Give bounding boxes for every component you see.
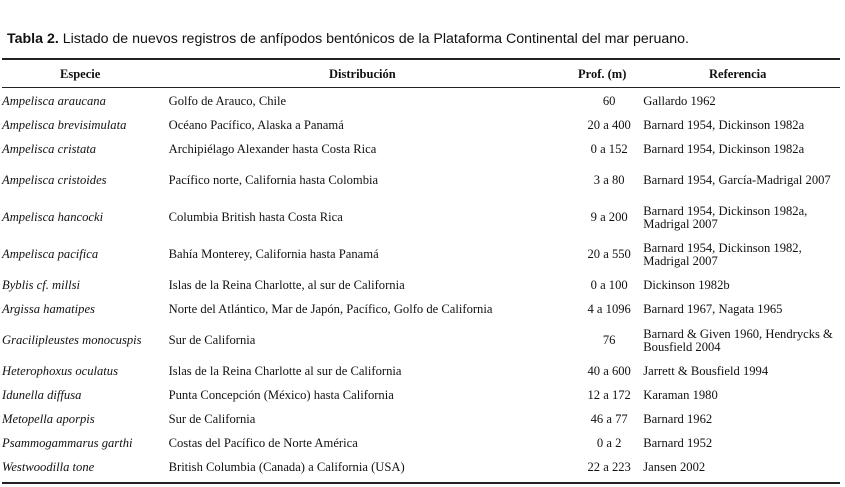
depth-cell: 0 a 100: [590, 278, 628, 293]
column-header-referencia: Referencia: [709, 67, 767, 81]
distribution-cell: Norte del Atlántico, Mar de Japón, Pacífico, Golfo de California: [168, 302, 493, 317]
depth-cell: 22 a 223: [587, 460, 631, 475]
table-header: [0, 59, 845, 87]
species-cell: Metopella aporpis: [2, 412, 95, 427]
species-cell: Ampelisca pacifica: [2, 247, 99, 262]
table-row: [2, 408, 840, 432]
species-cell: Idunella diffusa: [2, 388, 82, 403]
depth-cell: 60: [602, 94, 616, 109]
bottom-rule: [2, 482, 840, 484]
table-row: [2, 298, 840, 322]
column-header-distribucion: Distribución: [329, 67, 396, 81]
distribution-cell: Islas de la Reina Charlotte, al sur de California: [168, 278, 405, 293]
reference-cell: Barnard 1954, Dickinson 1982, Madrigal 2007: [643, 240, 802, 268]
species-cell: Ampelisca araucana: [2, 94, 106, 109]
species-cell: Ampelisca cristoides: [2, 173, 107, 188]
species-cell: Ampelisca cristata: [2, 142, 97, 157]
depth-cell: 46 a 77: [590, 412, 628, 427]
depth-cell: 40 a 600: [587, 364, 631, 379]
reference-cell: Barnard 1952: [643, 436, 713, 451]
table-row: [2, 236, 840, 274]
table-row: [2, 162, 840, 200]
reference-cell: Karaman 1980: [643, 388, 718, 403]
table-row: [2, 456, 840, 480]
table-row: [2, 138, 840, 162]
reference-cell: Barnard 1954, Dickinson 1982a: [643, 118, 805, 133]
distribution-cell: Archipiélago Alexander hasta Costa Rica: [168, 142, 377, 157]
distribution-cell: Costas del Pacífico de Norte América: [168, 436, 358, 451]
caption-text: Listado de nuevos registros de anfípodos bentónicos de la Plataforma Continental del mar peruano.: [58, 31, 689, 47]
reference-cell: Jansen 2002: [643, 460, 706, 475]
species-cell: Gracilipleustes monocuspis: [2, 333, 142, 348]
depth-cell: 0 a 2: [596, 436, 622, 451]
table-row: [2, 360, 840, 384]
table-row: [2, 322, 840, 360]
reference-cell: Barnard 1954, Dickinson 1982a: [643, 142, 805, 157]
species-cell: Argissa hamatipes: [2, 302, 95, 317]
column-header-prof: Prof. (m): [578, 67, 627, 81]
distribution-cell: Pacífico norte, California hasta Colombia: [168, 173, 379, 188]
table-row: [2, 90, 840, 114]
depth-cell: 12 a 172: [587, 388, 631, 403]
distribution-cell: British Columbia (Canada) a California (USA): [168, 460, 405, 475]
reference-cell: Gallardo 1962: [643, 94, 716, 109]
distribution-cell: Punta Concepción (México) hasta California: [168, 388, 394, 403]
distribution-cell: Sur de California: [168, 412, 256, 427]
reference-cell: Barnard 1967, Nagata 1965: [643, 302, 783, 317]
species-cell: Psammogammarus garthi: [2, 436, 133, 451]
depth-cell: 20 a 400: [587, 118, 631, 133]
table-row: [2, 274, 840, 298]
species-table: [2, 90, 840, 480]
table-row: [2, 200, 840, 236]
species-cell: Ampelisca brevisimulata: [2, 118, 127, 133]
depth-cell: 9 a 200: [590, 210, 628, 225]
distribution-cell: Sur de California: [168, 333, 256, 348]
species-cell: Byblis cf. millsi: [2, 278, 81, 293]
distribution-cell: Islas de la Reina Charlotte al sur de California: [168, 364, 402, 379]
distribution-cell: Golfo de Arauco, Chile: [168, 94, 287, 109]
column-header-especie: Especie: [60, 67, 101, 81]
species-cell: Westwoodilla tone: [2, 460, 95, 475]
depth-cell: 4 a 1096: [587, 302, 631, 317]
reference-cell: Barnard & Given 1960, Hendrycks & Bousfield 2004: [643, 326, 833, 354]
table-body: [2, 90, 840, 480]
distribution-cell: Bahía Monterey, California hasta Panamá: [168, 247, 379, 262]
distribution-cell: Columbia British hasta Costa Rica: [168, 210, 343, 225]
depth-cell: 0 a 152: [590, 142, 628, 157]
reference-cell: Barnard 1954, García-Madrigal 2007: [643, 173, 831, 188]
depth-cell: 76: [602, 333, 616, 348]
depth-cell: 3 a 80: [593, 173, 625, 188]
reference-cell: Barnard 1954, Dickinson 1982a, Madrigal 2007: [643, 203, 808, 231]
species-cell: Ampelisca hancocki: [2, 210, 104, 225]
table-row: [2, 114, 840, 138]
reference-cell: Dickinson 1982b: [643, 278, 730, 293]
table-row: [2, 384, 840, 408]
table-row: [2, 432, 840, 456]
reference-cell: Barnard 1962: [643, 412, 713, 427]
table-caption: [7, 31, 689, 47]
reference-cell: Jarrett & Bousfield 1994: [643, 364, 769, 379]
species-cell: Heterophoxus oculatus: [2, 364, 119, 379]
header-rule: [2, 87, 840, 88]
distribution-cell: Océano Pacífico, Alaska a Panamá: [168, 118, 344, 133]
depth-cell: 20 a 550: [587, 247, 631, 262]
caption-label: Tabla 2.: [7, 31, 59, 47]
